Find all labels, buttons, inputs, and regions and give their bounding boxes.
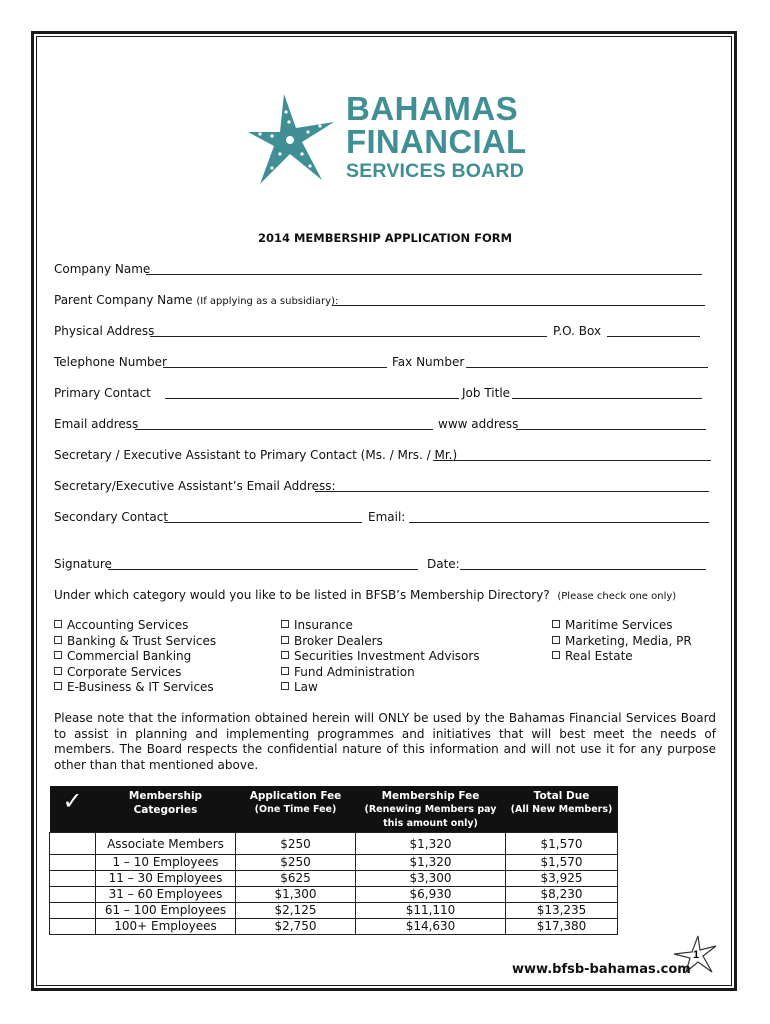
parent-company-label: Parent Company Name (If applying as a subsidiary): <box>54 293 339 307</box>
category-column-header: Membership Categories <box>96 786 236 833</box>
checkbox-icon <box>281 620 289 628</box>
company-name-label: Company Name <box>54 262 151 276</box>
signature-label: Signature <box>54 557 112 571</box>
category-option[interactable]: Fund Administration <box>281 665 480 681</box>
total-due-header: Total Due (All New Members) <box>506 786 618 833</box>
check-column-header <box>50 786 96 833</box>
secretary-email-field[interactable] <box>315 491 709 492</box>
company-name-field[interactable] <box>146 274 702 275</box>
www-label: www address <box>438 417 519 431</box>
checkbox-icon <box>281 682 289 690</box>
category-option[interactable]: Commercial Banking <box>54 649 216 665</box>
category-question: Under which category would you like to be listed in BFSB’s Membership Directory? (Please check one only) <box>54 588 677 602</box>
telephone-label: Telephone Number <box>54 355 167 369</box>
checkmark-icon: ✓ <box>62 787 83 815</box>
date-field[interactable] <box>460 569 706 570</box>
table-row: 31 – 60 Employees $1,300 $6,930 $8,230 <box>50 887 618 903</box>
fee-table <box>49 786 618 935</box>
po-box-label: P.O. Box <box>553 324 602 338</box>
secondary-email-label: Email: <box>368 510 406 524</box>
row-checkbox[interactable] <box>50 887 96 903</box>
page-number: 1 <box>692 949 700 961</box>
checkbox-icon <box>54 636 62 644</box>
table-row: 61 – 100 Employees $2,125 $11,110 $13,235 <box>50 903 618 919</box>
secretary-email-label: Secretary/Executive Assistant’s Email Address: <box>54 479 336 493</box>
po-box-field[interactable] <box>607 336 700 337</box>
bfsb-logo <box>246 88 536 188</box>
category-option[interactable]: Accounting Services <box>54 618 216 634</box>
form-title: 2014 MEMBERSHIP APPLICATION FORM <box>257 231 513 245</box>
checkbox-icon <box>552 651 560 659</box>
job-title-label: Job Title <box>462 386 511 400</box>
category-option[interactable]: Banking & Trust Services <box>54 634 216 650</box>
parent-company-note: (If applying as a subsidiary): <box>196 296 339 307</box>
job-title-field[interactable] <box>512 398 702 399</box>
row-checkbox[interactable] <box>50 871 96 887</box>
www-field[interactable] <box>516 429 706 430</box>
row-checkbox[interactable] <box>50 833 96 855</box>
table-row: 11 – 30 Employees $625 $3,300 $3,925 <box>50 871 618 887</box>
table-row: 100+ Employees $2,750 $14,630 $17,380 <box>50 919 618 935</box>
logo-wordmark <box>346 92 527 182</box>
checkbox-icon <box>281 636 289 644</box>
checkbox-icon <box>552 620 560 628</box>
checkbox-icon <box>54 651 62 659</box>
checkbox-icon <box>281 667 289 675</box>
row-checkbox[interactable] <box>50 903 96 919</box>
primary-contact-label: Primary Contact <box>54 386 151 400</box>
parent-company-field[interactable] <box>332 305 705 306</box>
signature-field[interactable] <box>108 569 418 570</box>
checkbox-icon <box>54 620 62 628</box>
category-option[interactable]: Securities Investment Advisors <box>281 649 480 665</box>
category-option[interactable]: Maritime Services <box>552 618 692 634</box>
table-row: 1 – 10 Employees $250 $1,320 $1,570 <box>50 855 618 871</box>
physical-address-label: Physical Address <box>54 324 155 338</box>
email-field[interactable] <box>135 429 433 430</box>
checkbox-icon <box>281 651 289 659</box>
category-option[interactable]: Real Estate <box>552 649 692 665</box>
logo-line-3: SERVICES BOARD <box>346 160 524 182</box>
email-label: Email address <box>54 417 139 431</box>
fax-label: Fax Number <box>392 355 465 369</box>
privacy-notice: Please note that the information obtained herein will ONLY be used by the Bahamas Financial Services Board to assist in planning and implementing programmes and initiatives that will best meet the needs of members. The Board respects the confidential nature of this information and will not use it for any purpose other than that mentioned above. <box>54 711 716 772</box>
secondary-contact-field[interactable] <box>164 522 362 523</box>
category-note: (Please check one only) <box>557 591 677 602</box>
website-link[interactable]: www.bfsb-bahamas.com <box>512 962 691 977</box>
checkbox-icon <box>54 667 62 675</box>
fax-field[interactable] <box>466 367 708 368</box>
row-checkbox[interactable] <box>50 919 96 935</box>
secondary-email-field[interactable] <box>409 522 709 523</box>
table-row: Associate Members $250 $1,320 $1,570 <box>50 833 618 855</box>
category-option[interactable]: Insurance <box>281 618 480 634</box>
logo-line-2: FINANCIAL <box>346 123 527 160</box>
secondary-contact-label: Secondary Contact <box>54 510 169 524</box>
category-option[interactable]: Corporate Services <box>54 665 216 681</box>
application-fee-header: Application Fee (One Time Fee) <box>236 786 356 833</box>
secretary-field[interactable] <box>433 460 711 461</box>
category-option[interactable]: Broker Dealers <box>281 634 480 650</box>
telephone-field[interactable] <box>163 367 387 368</box>
category-column-1 <box>54 618 216 696</box>
checkbox-icon <box>552 636 560 644</box>
category-option[interactable]: Marketing, Media, PR <box>552 634 692 650</box>
category-option[interactable]: E-Business & IT Services <box>54 680 216 696</box>
category-column-3 <box>552 618 692 665</box>
date-label: Date: <box>427 557 460 571</box>
secretary-label: Secretary / Executive Assistant to Primary Contact (Ms. / Mrs. / Mr.) <box>54 448 458 462</box>
category-column-2 <box>281 618 480 696</box>
physical-address-field[interactable] <box>150 336 547 337</box>
row-checkbox[interactable] <box>50 855 96 871</box>
primary-contact-field[interactable] <box>165 398 459 399</box>
checkbox-icon <box>54 682 62 690</box>
logo-line-1: BAHAMAS <box>346 90 519 127</box>
membership-fee-header: Membership Fee (Renewing Members pay this amount only) <box>356 786 506 833</box>
starfish-logo-icon <box>246 88 338 188</box>
category-option[interactable]: Law <box>281 680 480 696</box>
